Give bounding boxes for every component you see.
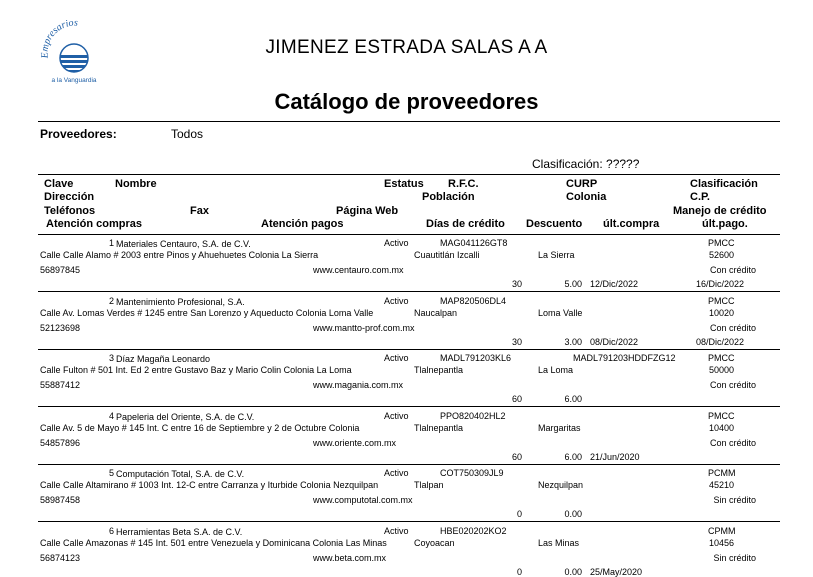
record-credit: Con crédito: [709, 437, 756, 448]
record-poblacion: Coyoacan: [414, 537, 455, 548]
record-descuento: 6.00: [564, 394, 582, 404]
header-manejo-credito: Manejo de crédito: [673, 205, 767, 217]
header-pagina-web: Página Web: [336, 205, 399, 217]
record-cp: 10020: [708, 307, 734, 318]
record-credit: Sin crédito: [713, 552, 756, 563]
record-phone: 56897845: [40, 265, 81, 275]
header-colonia: Colonia: [566, 191, 607, 203]
record-poblacion: Naucalpan: [414, 307, 458, 318]
record-colonia: La Sierra: [538, 250, 575, 260]
record-cp: 10400: [708, 422, 734, 433]
divider: [38, 464, 780, 465]
company-name: JIMENEZ ESTRADA SALAS A A: [265, 37, 548, 58]
header-atencion-compras: Atención compras: [46, 218, 142, 230]
record-poblacion: Tlalpan: [414, 480, 444, 490]
record-credit: Con crédito: [709, 322, 756, 333]
record-ult-compra: 08/Dic/2022: [590, 336, 639, 347]
record-rfc: MAG041126GT8: [440, 238, 508, 248]
record-rfc: MADL791203KL6: [440, 353, 512, 363]
record-dias-credito: 0: [516, 566, 522, 577]
record-poblacion: Tlalnepantla: [414, 365, 464, 375]
record-number: 3: [108, 353, 114, 363]
record-rfc: PPO820402HL2: [440, 410, 506, 421]
header-descuento: Descuento: [526, 218, 583, 230]
divider: [38, 406, 780, 407]
record-classification: PMCC: [708, 353, 735, 363]
record-name: Díaz Magaña Leonardo: [116, 354, 211, 364]
record-dias-credito: 30: [511, 336, 522, 347]
header-ult-compra: últ.compra: [603, 218, 660, 230]
record-classification: PMCC: [708, 295, 735, 306]
record-descuento: 0.00: [564, 566, 582, 577]
record-phone: 52123698: [40, 322, 81, 333]
header-telefonos: Teléfonos: [44, 205, 96, 217]
record-dias-credito: 0: [516, 509, 522, 519]
record-rfc: COT750309JL9: [440, 468, 504, 478]
header-atencion-pagos: Atención pagos: [261, 218, 344, 230]
logo-arc-text: Empresarios: [39, 18, 78, 59]
divider: [38, 121, 780, 122]
record-status: Activo: [384, 468, 409, 478]
record-classification: PMCC: [708, 238, 735, 248]
record-web: www.magania.com.mx: [313, 380, 404, 390]
record-colonia: Loma Valle: [538, 307, 583, 318]
record-phone: 54857896: [40, 437, 81, 448]
record-poblacion: Tlalnepantla: [414, 422, 464, 433]
record-credit: Con crédito: [709, 380, 756, 390]
record-number: 4: [108, 410, 114, 421]
record-address: Calle Calle Alamo # 2003 entre Pinos y Ahuehuetes Colonia La Sierra: [40, 250, 319, 260]
divider: [38, 234, 780, 235]
header-dias-credito: Días de crédito: [426, 218, 505, 230]
record-descuento: 0.00: [564, 509, 582, 519]
record-dias-credito: 30: [511, 279, 522, 289]
record-descuento: 3.00: [564, 336, 582, 347]
record-dias-credito: 60: [511, 394, 522, 404]
classification-filter: Clasificación: ?????: [532, 157, 640, 171]
record-colonia: Las Minas: [538, 537, 580, 548]
record-colonia: Nezquilpan: [538, 480, 584, 490]
page-title: Catálogo de proveedores: [274, 89, 539, 114]
record-credit: Con crédito: [709, 265, 756, 275]
record-web: www.oriente.com.mx: [313, 437, 397, 448]
divider: [38, 291, 780, 292]
record-status: Activo: [384, 238, 409, 248]
divider: [38, 521, 780, 522]
record-ult-pago: 16/Dic/2022: [695, 279, 744, 289]
record-status: Activo: [384, 295, 409, 306]
record-address: Calle Fulton # 501 Int. Ed 2 entre Gustavo Baz y Mario Colin Colonia La Loma: [40, 365, 352, 375]
record-cp: 45210: [708, 480, 734, 490]
record-status: Activo: [384, 353, 409, 363]
record-classification: CPMM: [708, 525, 736, 536]
header-poblacion: Población: [422, 191, 475, 203]
record-cp: 50000: [708, 365, 734, 375]
record-address: Calle Calle Altamirano # 1003 Int. 12-C entre Carranza y Iturbide Colonia Nezquilpan: [40, 480, 379, 490]
filter-value: Todos: [171, 127, 204, 141]
record-colonia: Margaritas: [538, 422, 581, 433]
record-number: 1: [108, 238, 114, 248]
header-fax: Fax: [190, 205, 209, 217]
record-web: www.beta.com.mx: [313, 552, 387, 563]
header-curp: CURP: [566, 178, 598, 190]
filter-label: Proveedores:: [40, 127, 117, 141]
record-number: 6: [108, 525, 114, 536]
record-address: Calle Calle Amazonas # 145 Int. 501 entre Venezuela y Dominicana Colonia Las Minas: [40, 537, 387, 548]
record-name: Herramientas Beta S.A. de C.V.: [116, 526, 243, 537]
record-number: 2: [108, 295, 114, 306]
record-name: Papeleria del Oriente, S.A. de C.V.: [116, 411, 255, 422]
record-rfc: HBE020202KO2: [440, 525, 507, 536]
header-rfc: R.F.C.: [448, 178, 479, 190]
record-address: Calle Av. 5 de Mayo # 145 Int. C entre 16 de Septiembre y 2 de Octubre Colonia: [40, 422, 360, 433]
record-phone: 56874123: [40, 552, 81, 563]
record-ult-compra: 25/May/2020: [590, 566, 643, 577]
header-nombre: Nombre: [115, 178, 157, 190]
record-credit: Sin crédito: [713, 495, 756, 505]
header-estatus: Estatus: [384, 178, 424, 190]
divider: [38, 174, 780, 175]
record-classification: PCMM: [708, 468, 736, 478]
record-rfc: MAP820506DL4: [440, 295, 507, 306]
record-web: www.mantto-prof.com.mx: [313, 322, 415, 333]
record-name: Computación Total, S.A. de C.V.: [116, 469, 245, 479]
divider: [38, 349, 780, 350]
record-descuento: 5.00: [564, 279, 582, 289]
record-classification: PMCC: [708, 410, 735, 421]
record-number: 5: [108, 468, 114, 478]
record-ult-compra: 21/Jun/2020: [590, 451, 640, 462]
record-cp: 10456: [708, 537, 734, 548]
record-ult-pago: 08/Dic/2022: [695, 336, 744, 347]
header-clasificacion: Clasificación: [690, 178, 758, 190]
record-cp: 52600: [708, 250, 734, 260]
record-status: Activo: [384, 525, 409, 536]
header-clave: Clave: [44, 178, 74, 190]
header-direccion: Dirección: [44, 191, 95, 203]
record-status: Activo: [384, 410, 409, 421]
record-dias-credito: 60: [511, 451, 522, 462]
record-descuento: 6.00: [564, 451, 582, 462]
record-web: www.centauro.com.mx: [313, 265, 404, 275]
record-phone: 55887412: [40, 380, 81, 390]
logo-sub-text: a la Vanguardia: [51, 77, 97, 84]
record-ult-compra: 12/Dic/2022: [590, 279, 639, 289]
record-phone: 58987458: [40, 495, 81, 505]
record-web: www.computotal.com.mx: [313, 495, 413, 505]
record-poblacion: Cuautitlán Izcalli: [414, 250, 480, 260]
record-address: Calle Av. Lomas Verdes # 1245 entre San Lorenzo y Aqueducto Colonia Loma Valle: [40, 307, 374, 318]
record-curp: MADL791203HDDFZG12: [573, 353, 676, 363]
record-name: Mantenimiento Profesional, S.A.: [116, 296, 245, 307]
header-cp: C.P.: [690, 191, 710, 203]
header-ult-pago: últ.pago.: [702, 218, 748, 230]
record-colonia: La Loma: [538, 365, 574, 375]
record-name: Materiales Centauro, S.A. de C.V.: [116, 239, 251, 249]
